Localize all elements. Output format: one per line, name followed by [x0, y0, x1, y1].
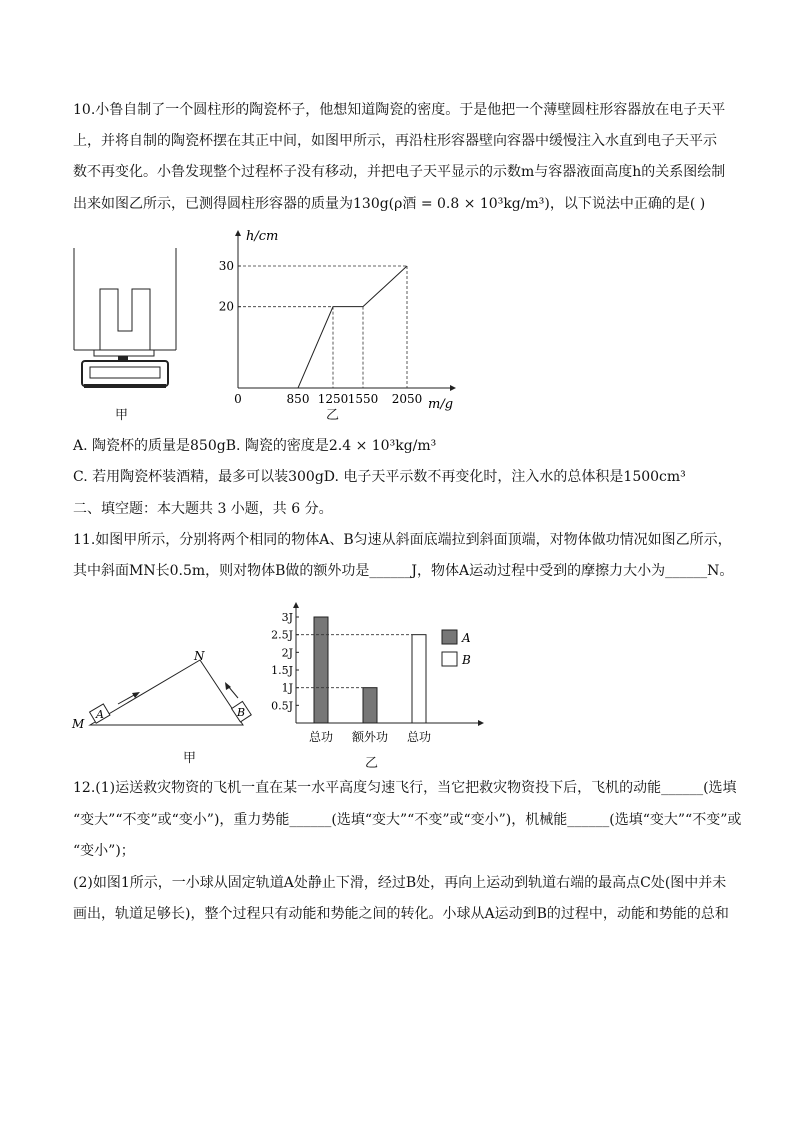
q12-line-1: 12.(1)运送救灾物资的飞机一直在某一水平高度匀速飞行，当它把救灾物资投下后，飞机的动能______(选填: [73, 780, 737, 796]
q12-line-2: “变大”“不变”或“变小”)，重力势能______(选填“变大”“不变”或“变小”)，机械能______(选填“变大”“不变”或: [73, 812, 742, 828]
work-bar-chart: [262, 600, 492, 760]
q11-line-1: 11.如图甲所示，分别将两个相同的物体A、B匀速从斜面底端拉到斜面顶端，对物体做功情况如图乙所示，: [73, 532, 732, 548]
y-tick-label: 20: [218, 299, 234, 314]
q10-line-4: 出来如图乙所示，已测得圆柱形容器的质量为130g(ρ酒 = 0.8 × 10³kg/m³)，以下说法中正确的是( ): [73, 196, 706, 212]
data-series-line: [298, 266, 407, 388]
y-tick-label: 3J: [281, 611, 293, 624]
y-tick-label: 30: [218, 259, 234, 273]
bar-B: [412, 635, 426, 723]
block-b-label: B: [237, 706, 246, 719]
x-tick-label: 0: [234, 392, 242, 406]
incline-figure: [68, 640, 268, 740]
q10-line-1: 10.小鲁自制了一个圆柱形的陶瓷杯子，他想知道陶瓷的密度。于是他把一个薄壁圆柱形容器放在电子天平: [73, 102, 726, 118]
y-tick-label: 1.5J: [271, 664, 293, 677]
point-m-label: M: [72, 717, 85, 731]
legend-swatch-A: [442, 630, 457, 644]
legend-label-B: B: [462, 653, 471, 667]
q12-line-4: (2)如图1所示，一小球从固定轨道A处静止下滑，经过B处，再向上运动到轨道右端的最高点C处(图中并未: [73, 875, 727, 891]
h-m-line-chart: [200, 222, 470, 422]
block-a-label: A: [96, 708, 104, 721]
bar-A: [363, 688, 377, 723]
x-tick-label: 2050: [391, 392, 423, 406]
container-balance-figure: [68, 246, 188, 396]
q10-options-ab: A. 陶瓷杯的质量是850gB. 陶瓷的密度是2.4 × 10³kg/m³: [73, 438, 437, 454]
y-axis-arrow: [235, 230, 241, 236]
x-axis-arrow: [450, 385, 456, 391]
x-category-label: 总功: [406, 730, 432, 744]
figure-jia-label: 甲: [115, 408, 129, 423]
q10-options-cd: C. 若用陶瓷杯装酒精，最多可以装300gD. 电子天平示数不再变化时，注入水的总体积是1500cm³: [73, 469, 686, 485]
legend-label-A: A: [462, 631, 471, 645]
x-tick-label: 1550: [347, 392, 379, 406]
y-axis-arrow: [293, 602, 299, 608]
x-category-label: 额外功: [351, 730, 389, 744]
x-axis-arrow: [478, 720, 484, 726]
y-tick-label: 2.5J: [271, 628, 293, 642]
legend-swatch-B: [442, 652, 457, 666]
y-axis-label: h/cm: [246, 229, 279, 244]
q11-line-2: 其中斜面MN长0.5m，则对物体B做的额外功是______J，物体A运动过程中受到的摩擦力大小为______N。: [73, 563, 734, 579]
q12-line-5: 画出，轨道足够长)，整个过程只有动能和势能之间的转化。小球从A运动到B的过程中，动能和势能的总和: [73, 906, 729, 922]
section-heading: 二、填空题：本大题共 3 小题，共 6 分。: [73, 501, 333, 517]
x-axis-label: m/g: [428, 397, 454, 412]
y-tick-label: 0.5J: [271, 699, 293, 713]
q10-line-2: 上，并将自制的陶瓷杯摆在其正中间，如图甲所示，再沿柱形容器壁向容器中缓慢注入水直到电子天平示: [73, 133, 717, 149]
bar-yi-label: 乙: [365, 756, 379, 771]
incline-jia-label: 甲: [183, 751, 197, 766]
q10-line-3: 数不再变化。小鲁发现整个过程杯子没有移动，并把电子天平显示的示数m与容器液面高度h的关系图绘制: [73, 164, 726, 180]
point-n-label: N: [194, 649, 205, 663]
y-tick-label: 2J: [281, 646, 293, 660]
q12-line-3: “变小”)；: [73, 843, 135, 859]
x-tick-label: 1250: [317, 392, 349, 406]
x-category-label: 总功: [308, 730, 334, 744]
x-tick-label: 850: [286, 392, 310, 406]
bar-A: [314, 617, 328, 723]
figure-yi-label: 乙: [326, 408, 340, 423]
y-tick-label: 1J: [281, 681, 293, 695]
